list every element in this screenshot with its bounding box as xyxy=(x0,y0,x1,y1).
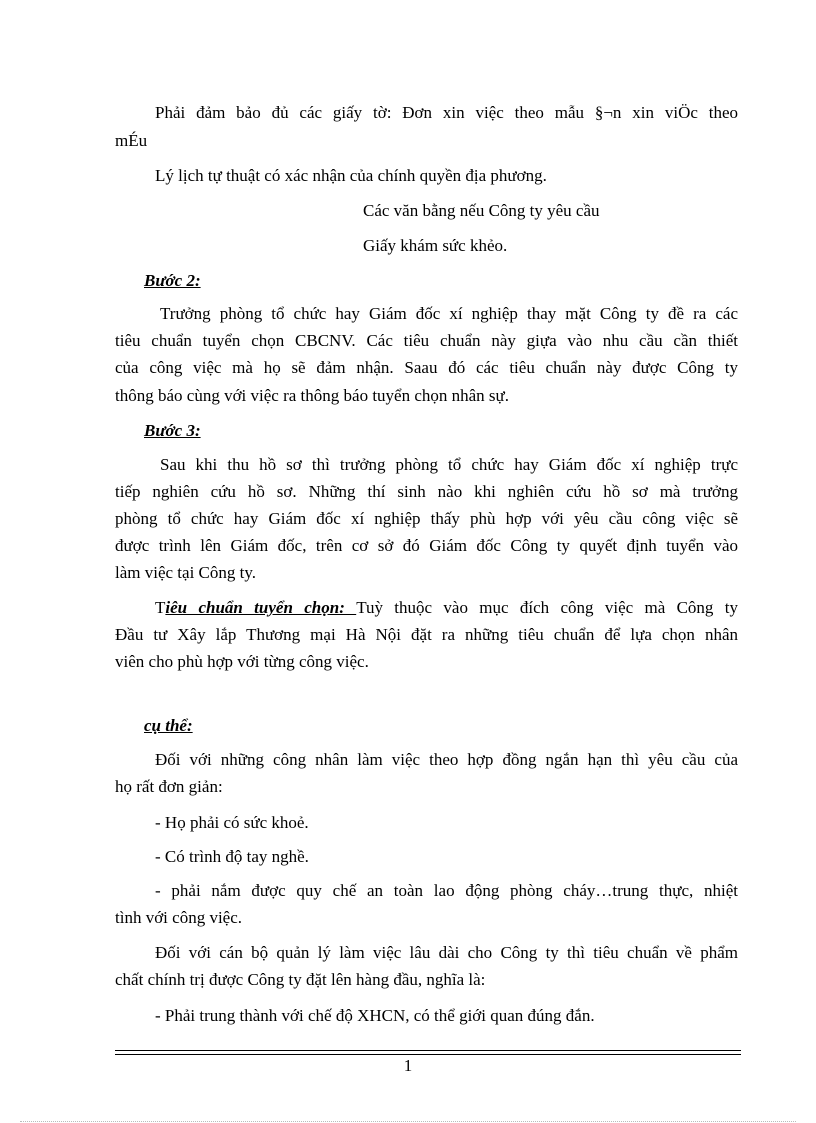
footer-rule-bottom xyxy=(115,1054,741,1055)
tieuchuan-line1 xyxy=(155,598,738,618)
paragraph-diplomas: Các văn bằng nếu Công ty yêu cầu xyxy=(363,201,600,220)
page-edge-dots xyxy=(20,1121,796,1122)
managers-line2: chất chính trị được Công ty đặt lên hàng đầu, nghĩa là: xyxy=(115,970,486,989)
buoc2-line: tiêu chuẩn tuyển chọn CBCNV. Các tiêu chuẩn này giựa vào nhu cầu cần thiết xyxy=(115,331,738,350)
workers-requirement-cont: tình với công việc. xyxy=(115,908,243,927)
paragraph-documents-line1: Phải đảm bảo đủ các giấy tờ: Đơn xin việc theo mẫu §¬n xin viÖc theo xyxy=(155,103,738,122)
paragraph-documents-line2: mÉu xyxy=(115,131,148,150)
heading-tieu-chuan: iêu chuẩn tuyển chọn: xyxy=(165,598,357,617)
managers-line1: Đối với cán bộ quản lý làm việc lâu dài cho Công ty thì tiêu chuẩn về phẩm xyxy=(155,943,738,962)
heading-buoc-3: Bước 3: xyxy=(144,421,201,440)
paragraph-resume: Lý lịch tự thuật có xác nhận của chính quyền địa phương. xyxy=(155,166,547,185)
buoc2-line: của công việc mà họ sẽ đảm nhận. Saau đó các tiêu chuẩn này được Công ty xyxy=(115,358,738,377)
footer-rule-top xyxy=(115,1050,741,1051)
buoc2-line: Trưởng phòng tổ chức hay Giám đốc xí nghiệp thay mặt Công ty đề ra các xyxy=(160,304,738,323)
workers-line2: họ rất đơn giản: xyxy=(115,777,223,796)
managers-requirement: - Phải trung thành với chế độ XHCN, có thể giới quan đúng đắn. xyxy=(155,1006,595,1025)
heading-cu-the: cụ thể: xyxy=(144,716,193,735)
buoc3-line: làm việc tại Công ty. xyxy=(115,563,257,582)
page-number: 1 xyxy=(403,1056,413,1075)
buoc3-line: được trình lên Giám đốc, trên cơ sở đó Giám đốc Công ty quyết định tuyển vào xyxy=(115,536,738,555)
buoc3-line: tiếp nghiên cứu hồ sơ. Những thí sinh nào khi nghiên cứu hồ sơ mà trưởng xyxy=(115,482,738,501)
workers-requirement: - Họ phải có sức khoẻ. xyxy=(155,813,309,832)
tieuchuan-line: Đầu tư Xây lắp Thương mại Hà Nội đặt ra những tiêu chuẩn để lựa chọn nhân xyxy=(115,625,738,644)
workers-requirement: - Có trình độ tay nghề. xyxy=(155,847,309,866)
buoc3-line: Sau khi thu hồ sơ thì trưởng phòng tổ chức hay Giám đốc xí nghiệp trực xyxy=(160,455,738,474)
buoc2-line: thông báo cùng với việc ra thông báo tuyển chọn nhân sự. xyxy=(115,386,510,405)
workers-line1: Đối với những công nhân làm việc theo hợp đồng ngắn hạn thì yêu cầu của xyxy=(155,750,738,769)
workers-requirement: - phải nắm được quy chế an toàn lao động phòng cháy…trung thực, nhiệt xyxy=(155,881,738,900)
heading-buoc-2: Bước 2: xyxy=(144,271,201,290)
tieuchuan-line: viên cho phù hợp với từng công việc. xyxy=(115,652,369,671)
tieuchuan-initial: T xyxy=(155,598,166,617)
tieuchuan-text: Tuỳ thuộc vào mục đích công việc mà Công ty xyxy=(356,598,738,617)
paragraph-health-cert: Giấy khám sức khẻo. xyxy=(363,236,508,255)
buoc3-line: phòng tổ chức hay Giám đốc xí nghiệp thấy phù hợp với yêu cầu công việc sẽ xyxy=(115,509,738,528)
